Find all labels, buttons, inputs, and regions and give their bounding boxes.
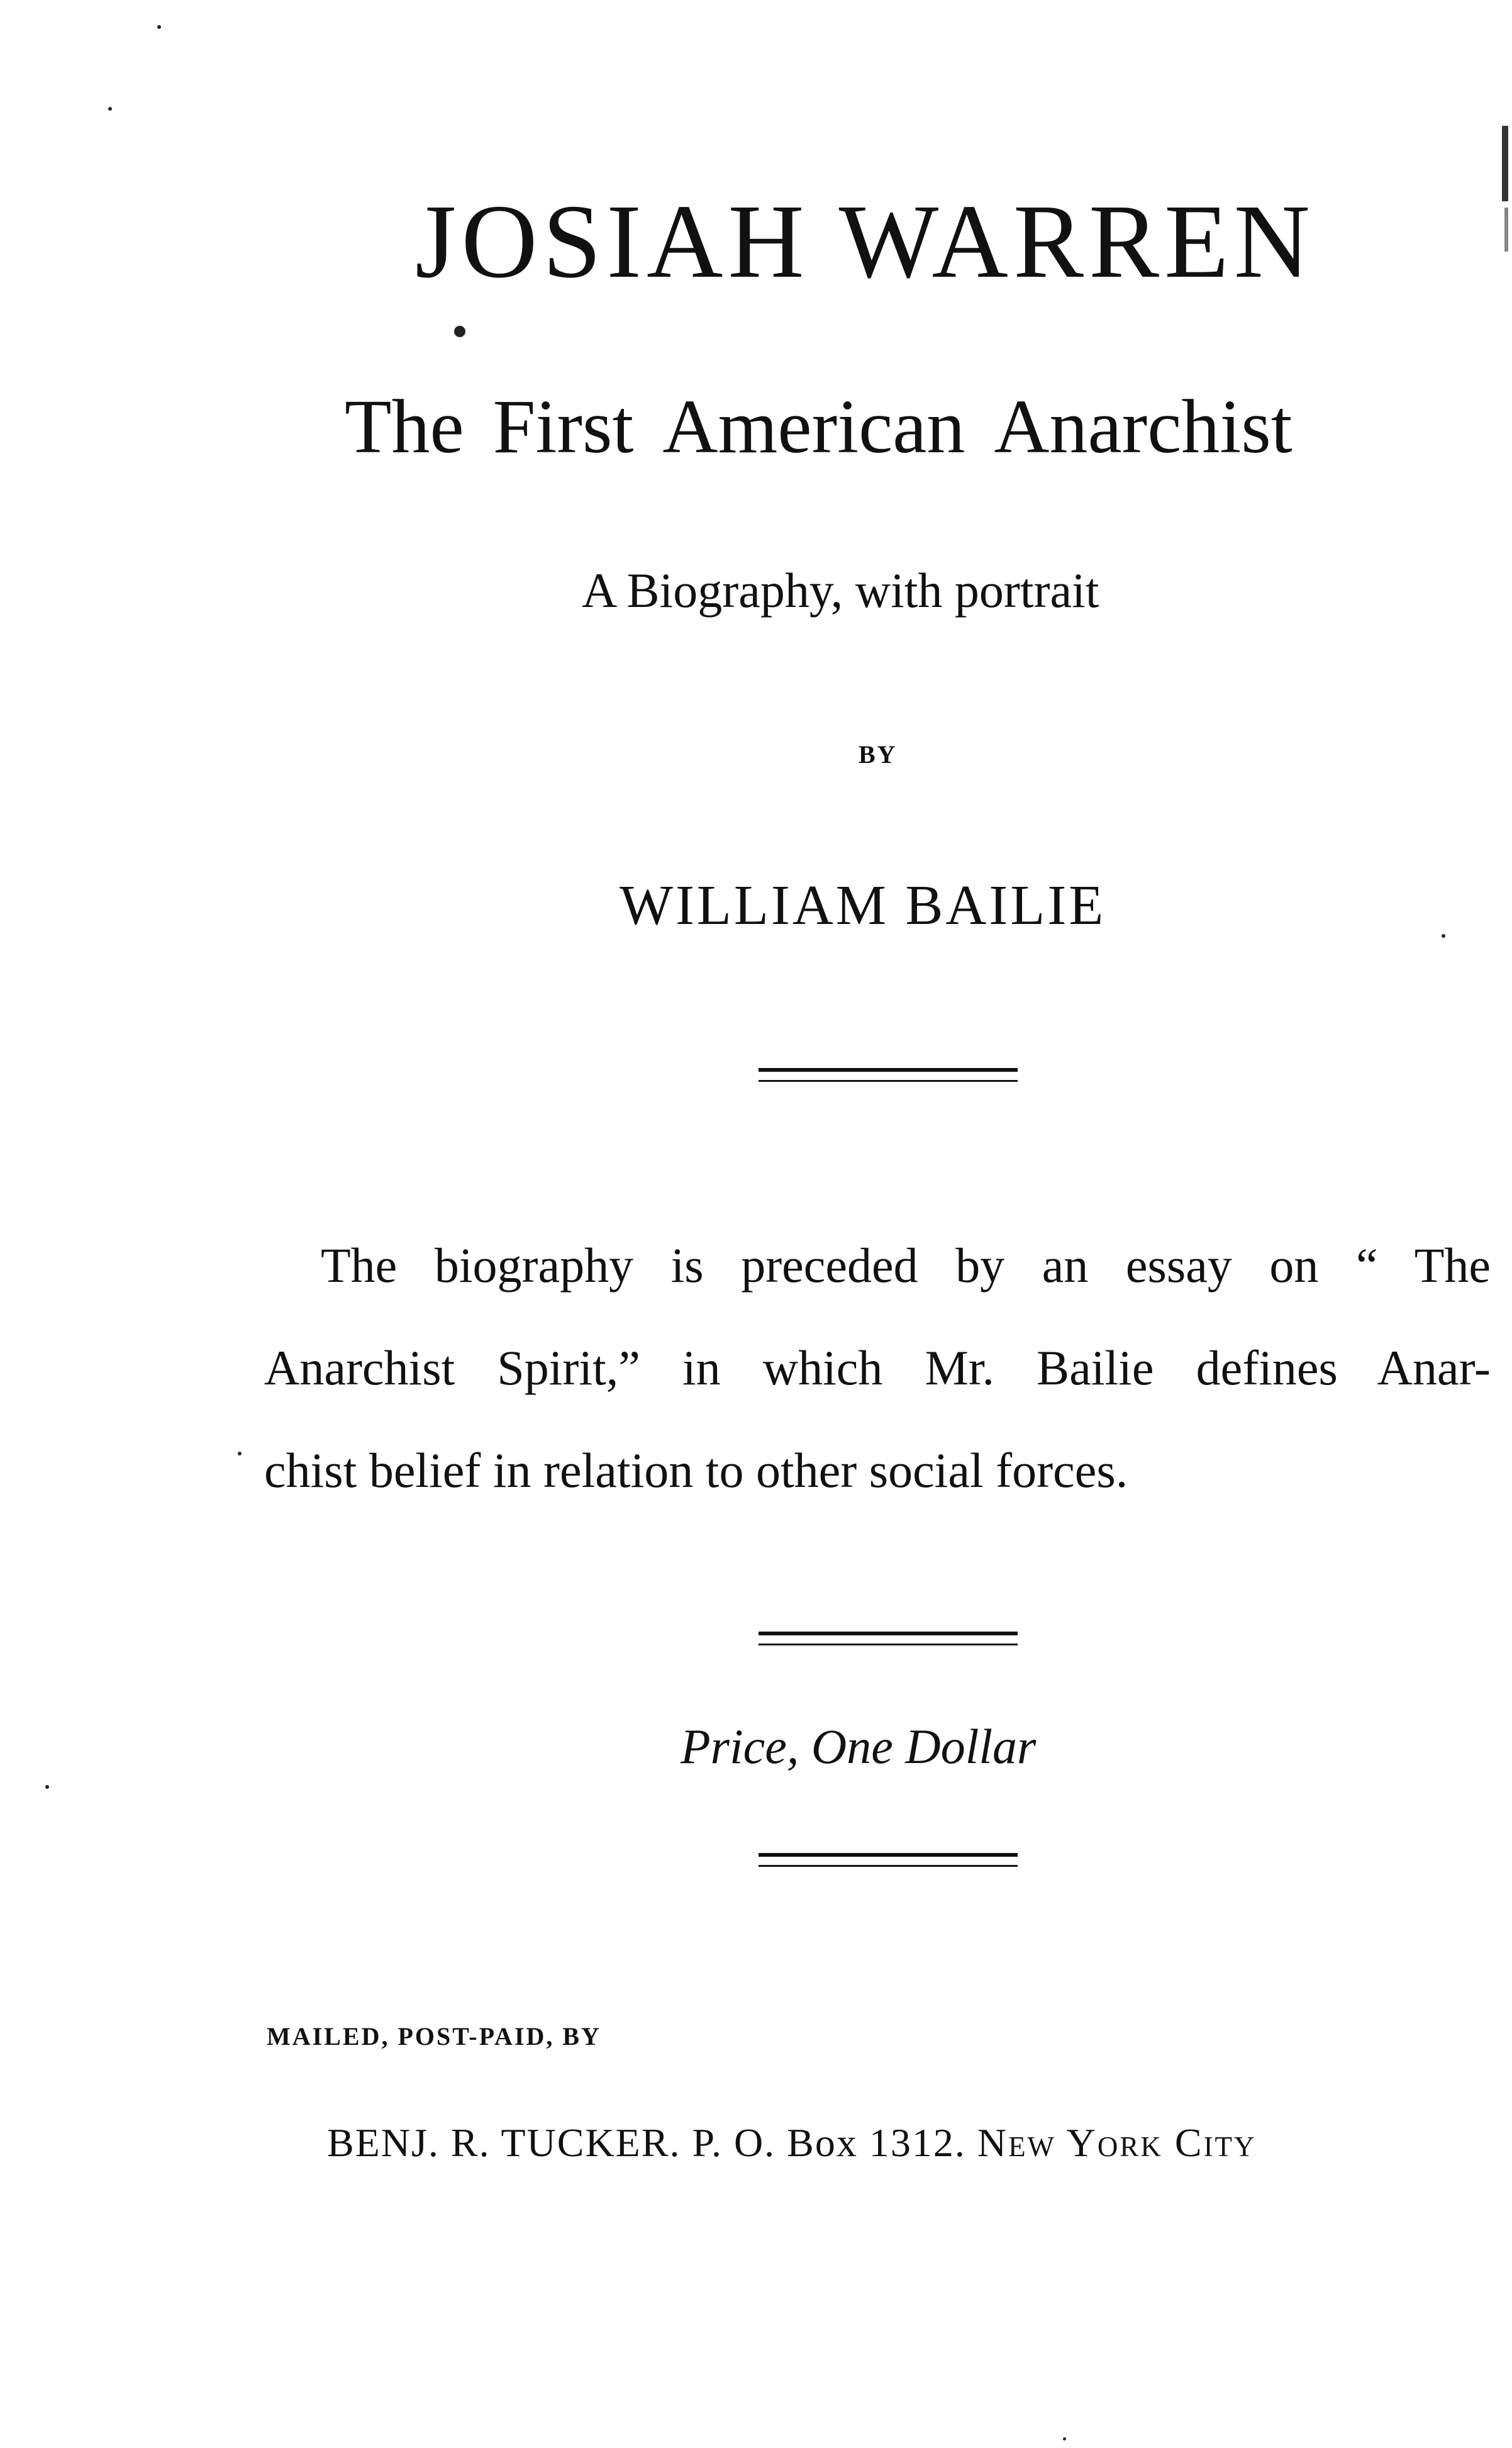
- double-rule-divider: [759, 1853, 1018, 1867]
- double-rule-divider: [759, 1068, 1018, 1082]
- scan-edge-mark: [1502, 126, 1508, 201]
- book-description: A Biography, with portrait: [582, 563, 1099, 618]
- summary-paragraph: [264, 1214, 1491, 1522]
- scan-speck: [157, 25, 161, 29]
- scan-speck: [108, 107, 112, 111]
- by-label: BY: [859, 740, 898, 769]
- scan-speck: [45, 1785, 49, 1789]
- book-subtitle: [345, 384, 1292, 469]
- subtitle-word: The: [345, 384, 464, 469]
- scan-speck: [454, 326, 465, 337]
- publisher-line: [327, 2120, 1257, 2165]
- mailed-label: MAILED, POST-PAID, BY: [267, 2022, 601, 2050]
- scan-edge-mark: [1504, 208, 1508, 252]
- scan-speck: [1063, 2437, 1066, 2440]
- subtitle-word: First: [492, 384, 634, 469]
- scan-speck: [238, 1452, 242, 1455]
- paragraph-line: chist belief in relation to other social forces.: [264, 1443, 1128, 1498]
- publisher-city: New York City: [977, 2120, 1257, 2165]
- subtitle-word: Anarchist: [994, 384, 1292, 469]
- author-name: WILLIAM BAILIE: [620, 874, 1106, 937]
- book-title: JOSIAH WARREN: [415, 183, 1316, 300]
- publisher-address: P. O. Box 1312.: [692, 2120, 966, 2165]
- publisher-name: BENJ. R. TUCKER.: [327, 2120, 681, 2165]
- scan-speck: [1442, 934, 1445, 938]
- subtitle-word: American: [662, 384, 965, 469]
- paragraph-line: Anarchist Spirit,” in which Mr. Bailie defines Anar-: [264, 1340, 1491, 1395]
- paragraph-line: The biography is preceded by an essay on “ The: [321, 1238, 1491, 1293]
- price-line: Price, One Dollar: [681, 1719, 1037, 1774]
- double-rule-divider: [759, 1632, 1018, 1645]
